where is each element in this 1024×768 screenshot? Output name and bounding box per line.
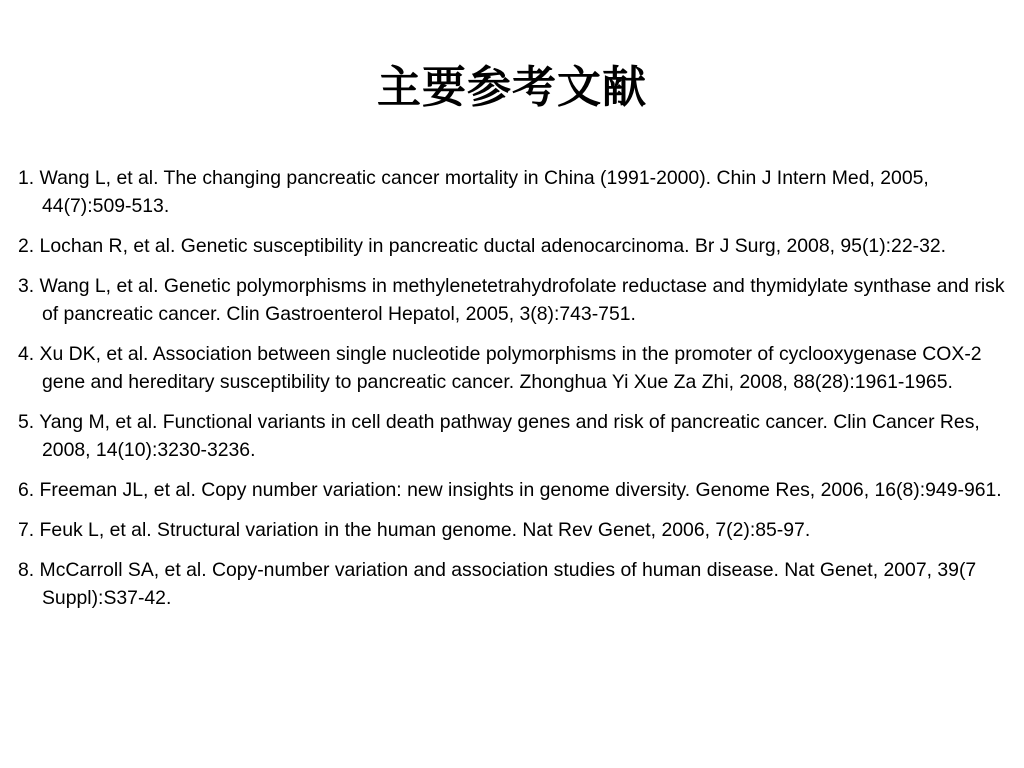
reference-item-5: 5. Yang M, et al. Functional variants in cell death pathway genes and risk of pancreatic cancer. Clin Cancer Res, 2008, 14(10):3230-3236. [18, 411, 980, 461]
reference-item-8: 8. McCarroll SA, et al. Copy-number variation and association studies of human disease. Nat Genet, 2007, 39(7 Suppl):S37-42. [18, 559, 977, 609]
reference-item-1: 1. Wang L, et al. The changing pancreatic cancer mortality in China (1991-2000). Chin J Intern Med, 2005, 44(7):509-513. [18, 167, 929, 217]
reference-item-7: 7. Feuk L, et al. Structural variation in the human genome. Nat Rev Genet, 2006, 7(2):85-97. [18, 519, 811, 541]
reference-item-2: 2. Lochan R, et al. Genetic susceptibility in pancreatic ductal adenocarcinoma. Br J Surg, 2008, 95(1):22-32. [18, 235, 947, 257]
reference-item-6: 6. Freeman JL, et al. Copy number variation: new insights in genome diversity. Genome Res, 2006, 16(8):949-961. [18, 479, 1002, 501]
reference-item-4: 4. Xu DK, et al. Association between single nucleotide polymorphisms in the promoter of cyclooxygenase COX-2 gene and hereditary susceptibility to pancreatic cancer. Zhonghua Yi Xue Za Zhi, 2008, 88(28):1961-1965. [18, 343, 982, 393]
reference-list [18, 164, 1022, 624]
reference-item-3: 3. Wang L, et al. Genetic polymorphisms in methylenetetrahydrofolate reductase and thymidylate synthase and risk of pancreatic cancer. Clin Gastroenterol Hepatol, 2005, 3(8):743-751. [18, 275, 1005, 325]
page-title: 主要参考文献 [377, 62, 647, 113]
